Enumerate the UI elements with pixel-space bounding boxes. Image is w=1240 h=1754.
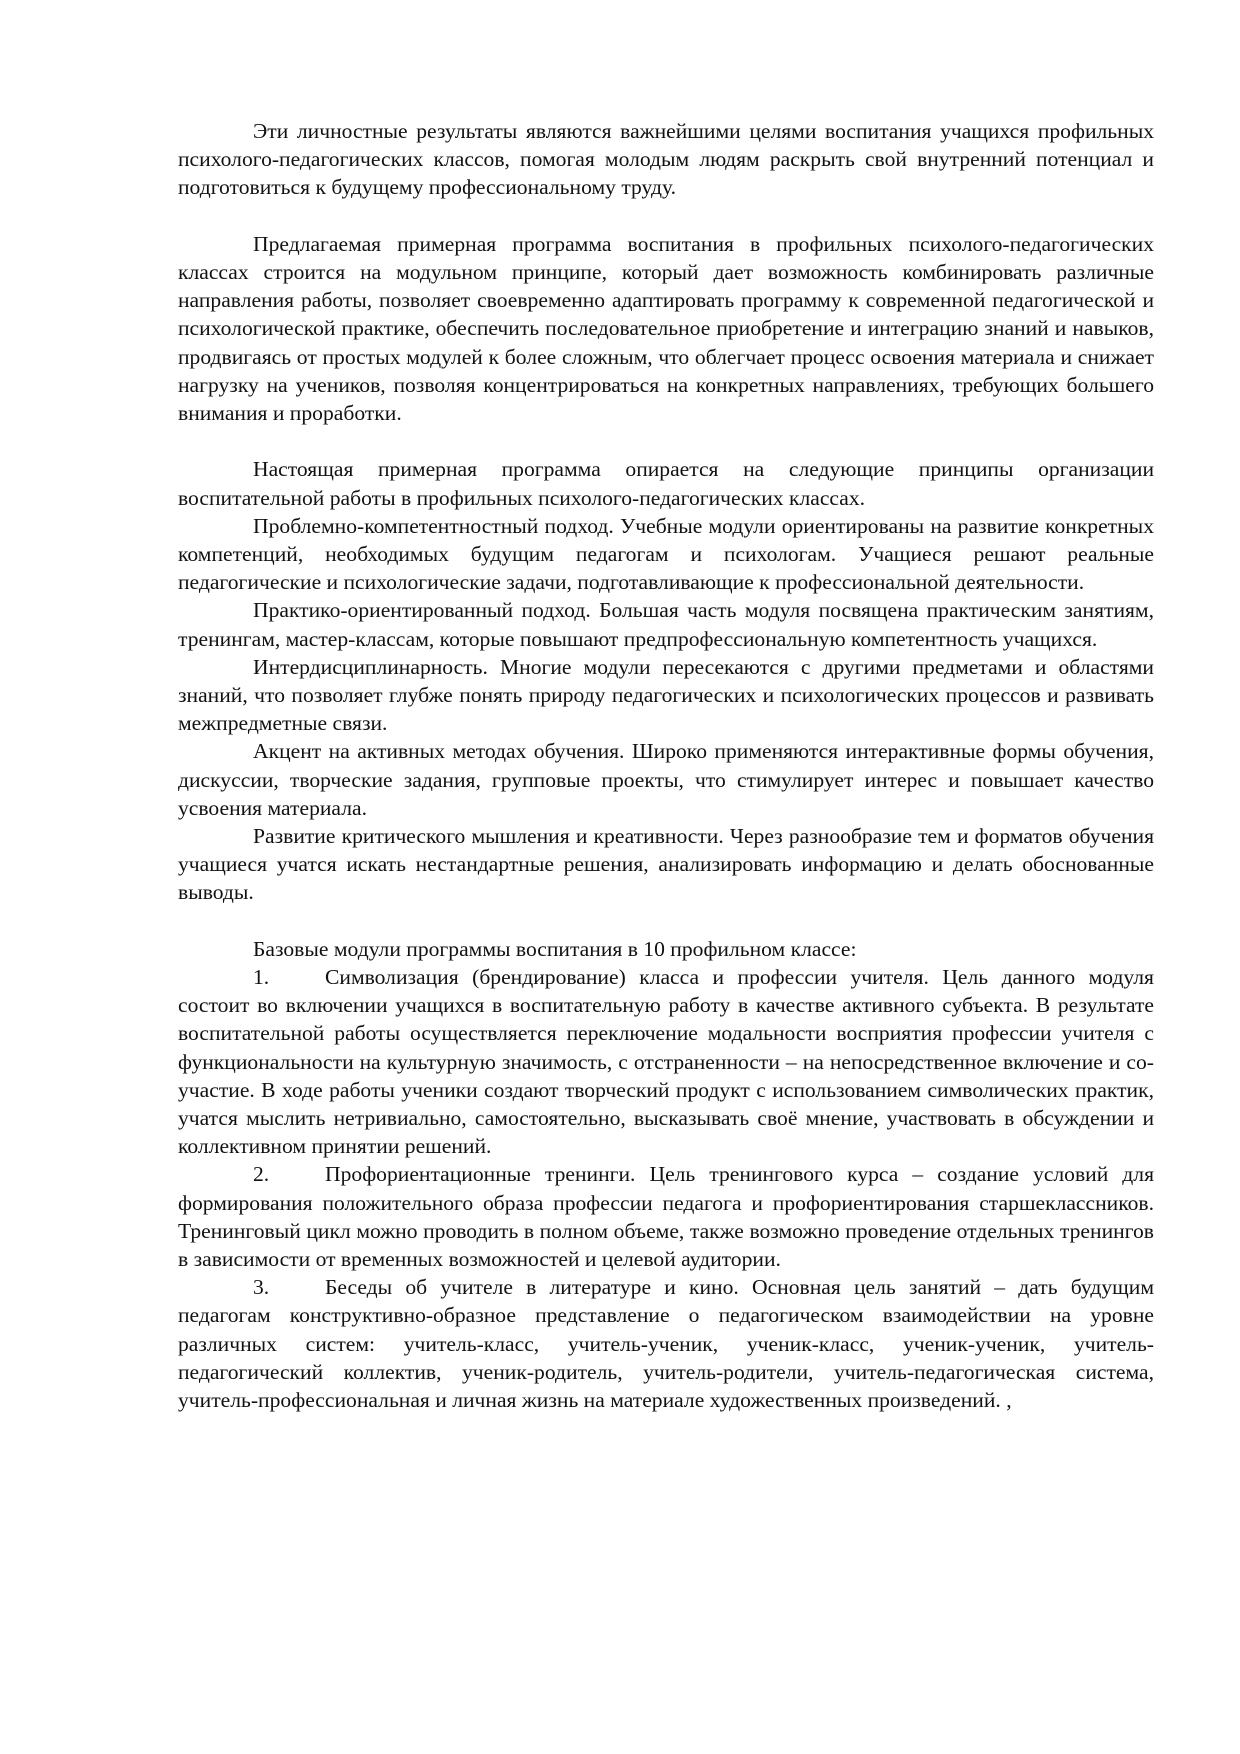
module-item-3	[178, 1273, 1154, 1414]
paragraph-principles-lead: Настоящая примерная программа опирается на следующие принципы организации воспитательной работы в профильных психолого-педагогических классах.	[178, 457, 1154, 510]
module-item-text: Беседы об учителе в литературе и кино. Основная цель занятий – дать будущим педагогам конструктивно-образное представление о педагогическом взаимодействии на уровне различных систем: учитель-класс, учитель-ученик, ученик-класс, ученик-ученик, учитель-педагогический коллектив, ученик-родитель, учитель-родители, учитель-педагогическая система, учитель-профессиональная и личная жизнь на материале художественных произведений. ,	[178, 1275, 1154, 1413]
principle-problem-competence: Проблемно-компетентностный подход. Учебные модули ориентированы на развитие конкретных компетенций, необходимых будущим педагогам и психологам. Учащиеся решают реальные педагогические и психологические задачи, подготавливающие к профессиональной деятельности.	[178, 513, 1154, 595]
module-item-text: Профориентационные тренинги. Цель тренингового курса – создание условий для формирования положительного образа профессии педагога и профориентирования старшеклассников. Тренинговый цикл можно проводить в полном объеме, также возможно проведение отдельных тренингов в зависимости от временных возможностей и целевой аудитории.	[178, 1162, 1154, 1272]
principle-practice-oriented: Практико-ориентированный подход. Большая часть модуля посвящена практическим занятиям, тренингам, мастер-классам, которые повышают предпрофессиональную компетентность учащихся.	[178, 598, 1154, 651]
module-item-number: 1.	[253, 965, 270, 990]
paragraph-intro-1: Эти личностные результаты являются важнейшими целями воспитания учащихся профильных психолого-педагогических классов, помогая молодым людям раскрыть свой внутренний потенциал и подготовиться к будущему профессиональному труду.	[178, 119, 1154, 200]
principle-interdisciplinarity: Интердисциплинарность. Многие модули пересекаются с другими предметами и областями знаний, что позволяет глубже понять природу педагогических и психологических процессов и развивать межпредметные связи.	[178, 654, 1154, 736]
paragraph-intro-2: Предлагаемая примерная программа воспитания в профильных психолого-педагогических классах строится на модульном принципе, который дает возможность комбинировать различные направления работы, позволяет своевременно адаптировать программу к современной педагогической и психологической практике, обеспечить последовательное приобретение и интеграцию знаний и навыков, продвигаясь от простых модулей к более сложным, что облегчает процесс освоения материала и снижает нагрузку на учеников, позволяя концентрироваться на конкретных направлениях, требующих большего внимания и проработки.	[178, 231, 1154, 426]
module-item-text: Символизация (брендирование) класса и профессии учителя. Цель данного модуля состоит во включении учащихся в воспитательную работу в качестве активного субъекта. В результате воспитательной работы осуществляется переключение модальности восприятия профессии учителя с функциональности на культурную значимость, с отстраненности – на непосредственное включение и со-участие. В ходе работы ученики создают творческий продукт с использованием символических практик, учатся мыслить нетривиально, самостоятельно, высказывать своё мнение, участвовать в обсуждении и коллективном принятии решений.	[178, 965, 1154, 1159]
module-item-2	[178, 1160, 1154, 1273]
module-item-number: 2.	[253, 1162, 270, 1187]
module-item-number: 3.	[253, 1275, 270, 1300]
paragraph-spacer	[178, 427, 1154, 455]
paragraph-modules-lead: Базовые модули программы воспитания в 10 профильном классе:	[253, 936, 857, 961]
paragraph-spacer	[178, 202, 1154, 230]
document-page	[178, 117, 1154, 1414]
module-item-1	[178, 963, 1154, 1160]
principle-critical-thinking: Развитие критического мышления и креативности. Через разнообразие тем и форматов обучения учащиеся учатся искать нестандартные решения, анализировать информацию и делать обоснованные выводы.	[178, 824, 1154, 905]
principle-active-methods: Акцент на активных методах обучения. Широко применяются интерактивные формы обучения, дискуссии, творческие задания, групповые проекты, что стимулирует интерес и повышает качество усвоения материала.	[178, 739, 1154, 820]
paragraph-spacer	[178, 907, 1154, 935]
